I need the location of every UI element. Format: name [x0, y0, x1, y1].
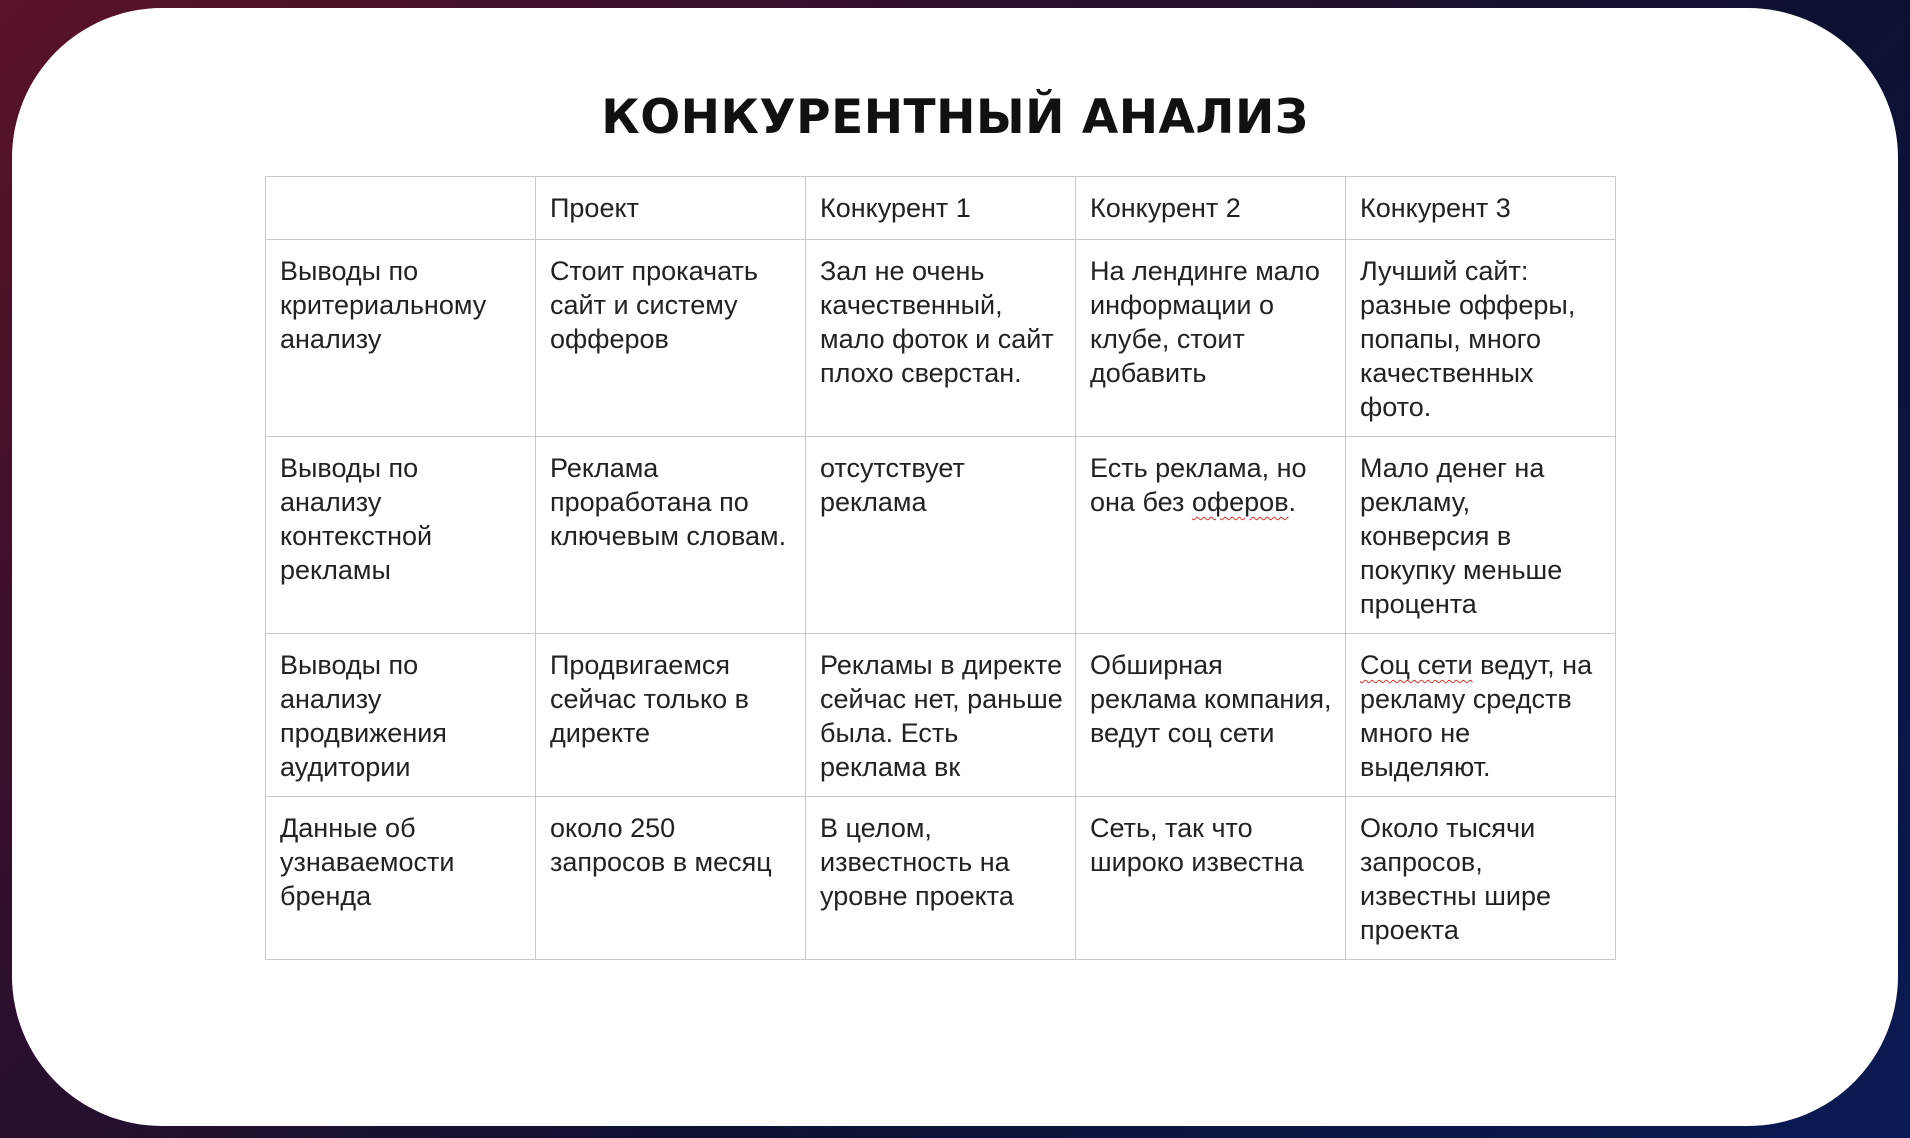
- table-cell: Сеть, так что широко известна: [1076, 797, 1346, 960]
- table-row: [266, 240, 1616, 437]
- table-cell: Есть реклама, но она без оферов.: [1076, 437, 1346, 634]
- table-row: [266, 437, 1616, 634]
- table-cell: отсутствует реклама: [806, 437, 1076, 634]
- table-cell: Реклама проработана по ключевым словам.: [536, 437, 806, 634]
- header-cell-empty: [266, 177, 536, 240]
- table-cell: Рекламы в директе сейчас нет, раньше была. Есть реклама вк: [806, 634, 1076, 797]
- table-row: [266, 797, 1616, 960]
- slide: [12, 8, 1898, 1126]
- table-cell: Зал не очень качественный, мало фоток и сайт плохо сверстан.: [806, 240, 1076, 437]
- table-cell: Около тысячи запросов, известны шире проекта: [1346, 797, 1616, 960]
- table-cell: В целом, известность на уровне проекта: [806, 797, 1076, 960]
- table-cell: Продвигаемся сейчас только в директе: [536, 634, 806, 797]
- table-cell: около 250 запросов в месяц: [536, 797, 806, 960]
- table-cell: Лучший сайт: разные офферы, попапы, много качественных фото.: [1346, 240, 1616, 437]
- table-cell: На лендинге мало информации о клубе, стоит добавить: [1076, 240, 1346, 437]
- table-row: [266, 634, 1616, 797]
- competitive-analysis-table: [265, 176, 1616, 960]
- row-label: Данные об узнаваемости бренда: [266, 797, 536, 960]
- table-cell: Стоит прокачать сайт и систему офферов: [536, 240, 806, 437]
- table-cell: Соц сети ведут, на рекламу средств много не выделяют.: [1346, 634, 1616, 797]
- slide-title: КОНКУРЕНТНЫЙ АНАЛИЗ: [601, 90, 1309, 145]
- row-label: Выводы по анализу контекстной рекламы: [266, 437, 536, 634]
- table-header-row: [266, 177, 1616, 240]
- row-label: Выводы по анализу продвижения аудитории: [266, 634, 536, 797]
- competitive-analysis-table-wrapper: [265, 176, 1615, 960]
- header-cell-competitor-2: Конкурент 2: [1076, 177, 1346, 240]
- table-cell: Обширная реклама компания, ведут соц сети: [1076, 634, 1346, 797]
- header-cell-project: Проект: [536, 177, 806, 240]
- spellcheck-underline: оферов: [1191, 487, 1289, 517]
- table-cell: Мало денег на рекламу, конверсия в покупку меньше процента: [1346, 437, 1616, 634]
- header-cell-competitor-3: Конкурент 3: [1346, 177, 1616, 240]
- spellcheck-underline: Соц сети: [1360, 650, 1473, 680]
- row-label: Выводы по критериальному анализу: [266, 240, 536, 437]
- header-cell-competitor-1: Конкурент 1: [806, 177, 1076, 240]
